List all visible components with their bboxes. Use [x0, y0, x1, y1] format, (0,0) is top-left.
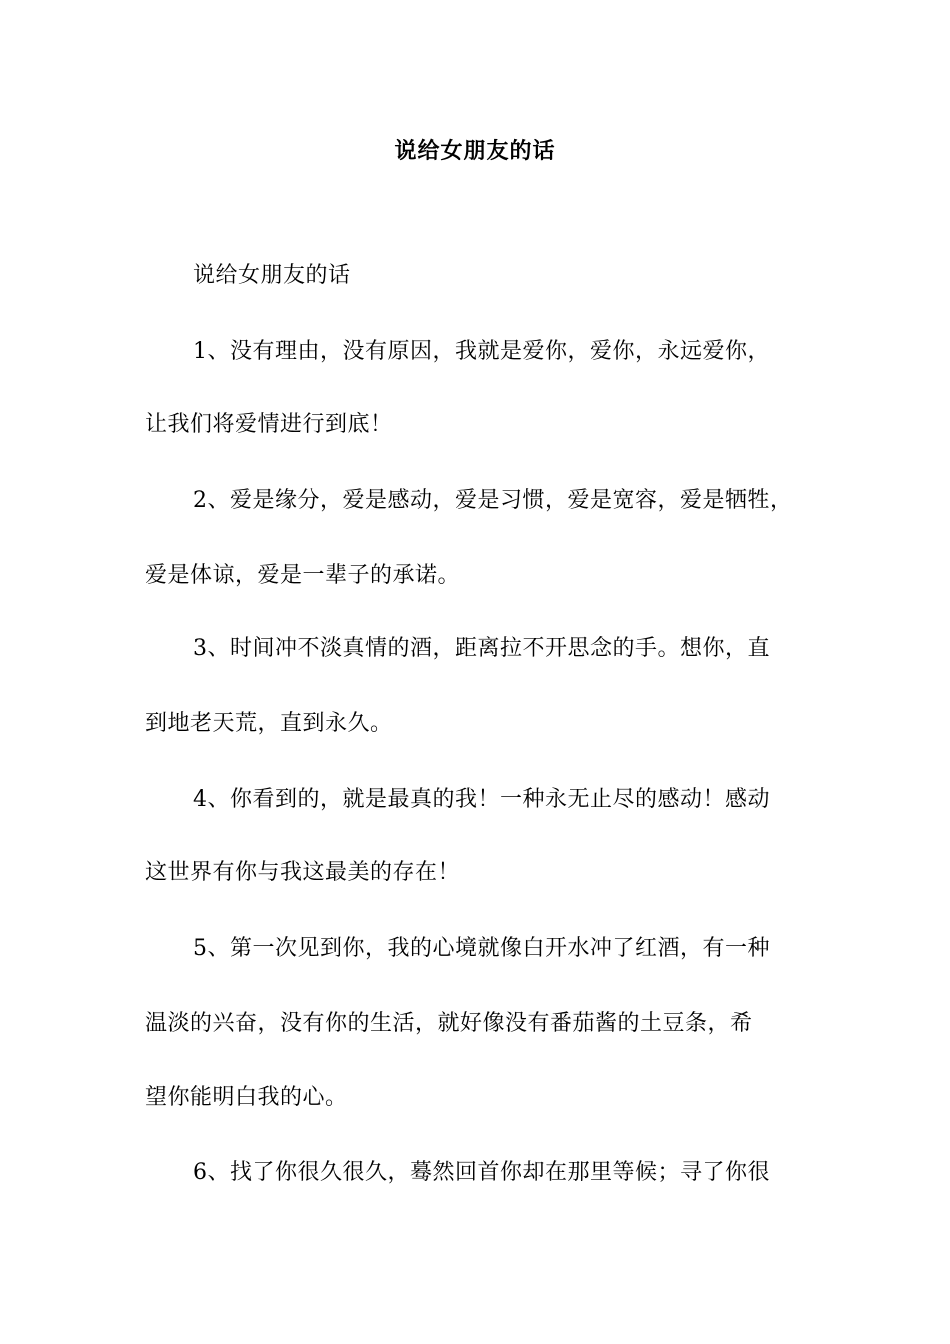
paragraph-line: 温淡的兴奋，没有你的生活，就好像没有番茄酱的土豆条，希 [145, 1011, 753, 1036]
paragraph-line: 这世界有你与我这最美的存在！ [145, 860, 461, 885]
paragraph-line: 3、时间冲不淡真情的酒，距离拉不开思念的手。想你，直 [193, 636, 770, 661]
document-title: 说给女朋友的话 [394, 138, 556, 164]
paragraph-line: 6、找了你很久很久，蓦然回首你却在那里等候；寻了你很 [193, 1160, 770, 1185]
paragraph-line: 让我们将爱情进行到底！ [145, 412, 393, 437]
paragraph-line: 2、爱是缘分，爱是感动，爱是习惯，爱是宽容，爱是牺牲， [193, 488, 793, 513]
paragraph-line: 5、第一次见到你，我的心境就像白开水冲了红酒，有一种 [193, 936, 770, 961]
paragraph-line: 爱是体谅，爱是一辈子的承诺。 [145, 563, 461, 588]
paragraph-line: 到地老天荒，直到永久。 [145, 711, 393, 736]
paragraph-line: 望你能明白我的心。 [145, 1085, 348, 1110]
subtitle-line: 说给女朋友的话 [193, 263, 351, 288]
paragraph-line: 4、你看到的，就是最真的我！一种永无止尽的感动！感动 [193, 787, 770, 812]
paragraph-line: 1、没有理由，没有原因，我就是爱你，爱你，永远爱你， [193, 339, 770, 364]
